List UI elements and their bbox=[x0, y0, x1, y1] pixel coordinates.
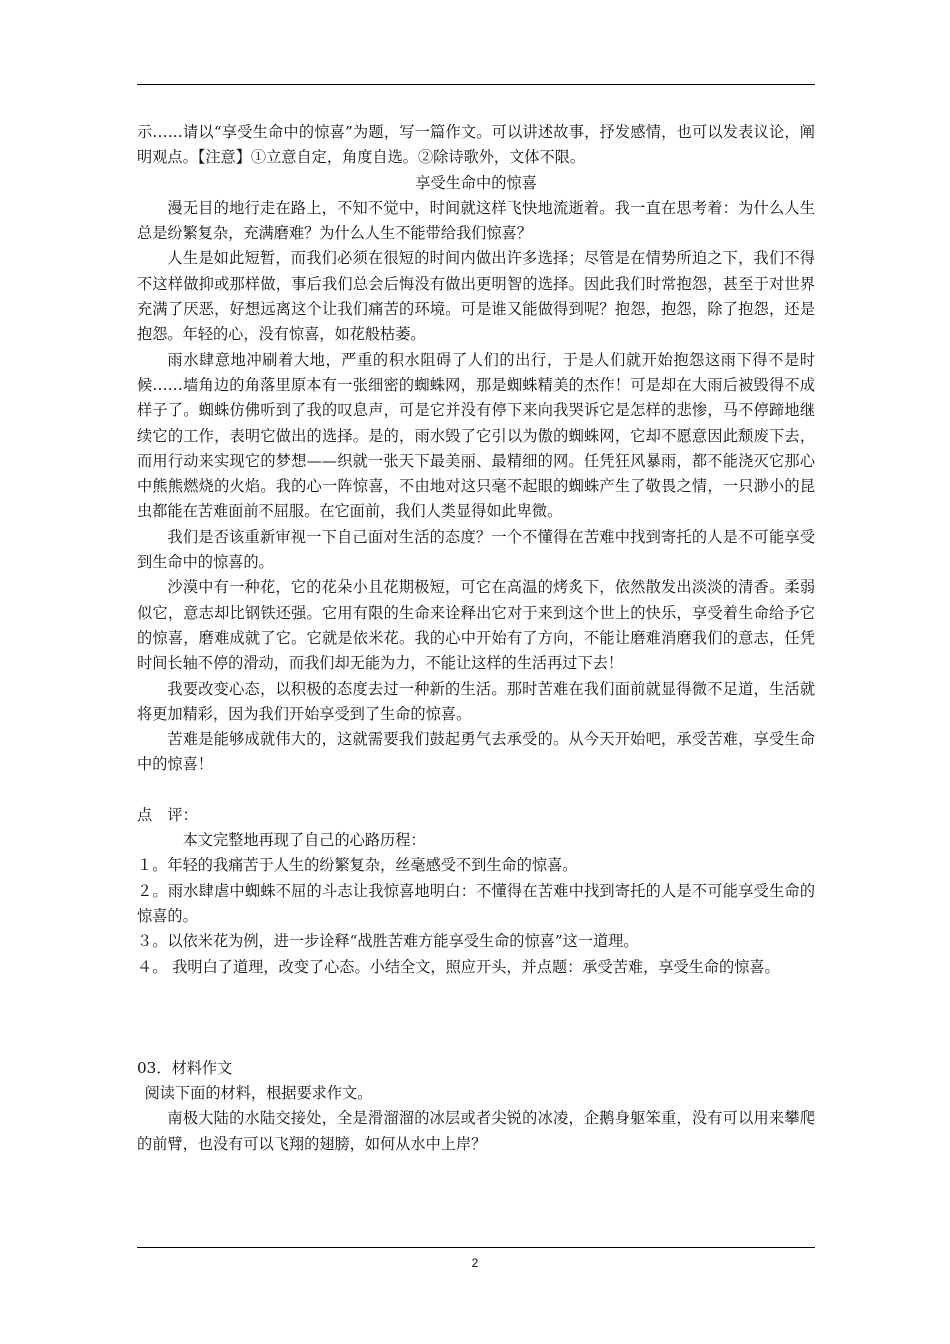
comment-label: 点 评： bbox=[137, 805, 198, 824]
comment-item: ４。 我明白了道理，改变了心态。小结全文，照应开头，并点题：承受苦难，享受生命的惊喜。 bbox=[137, 957, 780, 976]
comment-item: ２。雨水肆虐中蜘蛛不屈的斗志让我惊喜地明白：不懂得在苦难中找到寄托的人是不可能享受生命的惊喜的。 bbox=[137, 881, 815, 925]
comment-intro: 本文完整地再现了自己的心路历程： bbox=[182, 831, 426, 850]
essay-title: 享受生命中的惊喜 bbox=[415, 173, 537, 192]
section-instruction: 阅读下面的材料，根据要求作文。 bbox=[144, 1084, 373, 1103]
essay-paragraph: 雨水肆意地冲刷着大地，严重的积水阻碍了人们的出行，于是人们就开始抱怨这雨下得不是时候……墙角边的角落里原本有一张细密的蜘蛛网，那是蜘蛛精美的杰作！可是却在大雨后被毁得不成样子了。蜘蛛仿佛听到了我的叹息声，可是它并没有停下来向我哭诉它是怎样的悲惨，马不停蹄地继续它的工作，表明它做出的选择。是的，雨水毁了它引以为傲的蜘蛛网，它却不愿意因此颓废下去，而用行动来实现它的梦想——织就一张天下最美丽、最精细的网。任凭狂风暴雨，都不能浇灭它那心中熊熊燃烧的火焰。我的心一阵惊喜，不由地对这只毫不起眼的蜘蛛产生了敬畏之情，一只渺小的昆虫都能在苦难面前不屈服。在它面前，我们人类显得如此卑微。 bbox=[137, 350, 815, 521]
section-heading: 03．材料作文 bbox=[137, 1058, 233, 1077]
section-material: 南极大陆的水陆交接处，全是滑溜溜的冰层或者尖锐的冰凌，企鹅身躯笨重，没有可以用来攀爬的前臂，也没有可以飞翔的翅膀，如何从水中上岸？ bbox=[137, 1109, 815, 1153]
header-rule bbox=[137, 84, 815, 85]
essay-paragraph: 我们是否该重新审视一下自己面对生活的态度？一个不懂得在苦难中找到寄托的人是不可能享受到生命中的惊喜的。 bbox=[137, 527, 815, 572]
essay-paragraph: 苦难是能够成就伟大的，这就需要我们鼓起勇气去承受的。从今天开始吧，承受苦难，享受生命中的惊喜！ bbox=[137, 730, 815, 774]
prompt-continuation: 示……请以“享受生命中的惊喜”为题，写一篇作文。可以讲述故事，抒发感情，也可以发表议论，阐明观点。【注意】①立意自定，角度自选。②除诗歌外，文体不限。 bbox=[137, 123, 815, 167]
essay-paragraph: 沙漠中有一种花，它的花朵小且花期极短，可它在高温的烤炙下，依然散发出淡淡的清香。柔弱似它，意志却比钢铁还强。它用有限的生命来诠释出它对于来到这个世上的快乐，享受着生命给予它的惊喜，磨难成就了它。它就是依米花。我的心中开始有了方向，不能让磨难消磨我们的意志，任凭时间长轴不停的滑动，而我们却无能为力，不能让这样的生活再过下去！ bbox=[137, 578, 815, 673]
page-number: 2 bbox=[471, 1256, 479, 1270]
essay-paragraph: 我要改变心态，以积极的态度去过一种新的生活。那时苦难在我们面前就显得微不足道，生活就将更加精彩，因为我们开始享受到了生命的惊喜。 bbox=[137, 679, 815, 723]
essay-paragraph: 人生是如此短暂，而我们必须在很短的时间内做出许多选择；尽管是在情势所迫之下，我们不得不这样做抑或那样做，事后我们总会后悔没有做出更明智的选择。因此我们时常抱怨，甚至于对世界充满了厌恶，好想远离这个让我们痛苦的环境。可是谁又能做得到呢？抱怨，抱怨，除了抱怨，还是抱怨。年轻的心，没有惊喜，如花般枯萎。 bbox=[137, 249, 815, 344]
comment-item: １。年轻的我痛苦于人生的纷繁复杂，丝毫感受不到生命的惊喜。 bbox=[137, 856, 578, 875]
comment-item: ３。以依米花为例，进一步诠释“战胜苦难方能享受生命的惊喜”这一道理。 bbox=[137, 932, 639, 951]
page-content bbox=[137, 120, 815, 1157]
essay-paragraph: 漫无目的地行走在路上，不知不觉中，时间就这样飞快地流逝着。我一直在思考着：为什么人生总是纷繁复杂，充满磨难？为什么人生不能带给我们惊喜？ bbox=[137, 198, 815, 243]
footer-rule bbox=[137, 1247, 815, 1248]
